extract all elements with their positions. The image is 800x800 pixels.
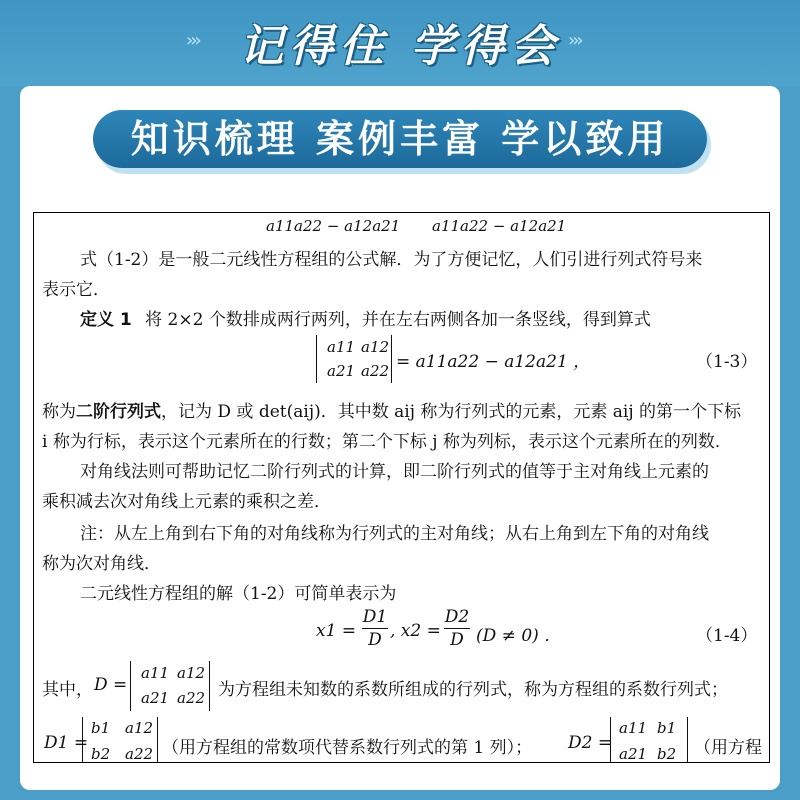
para2-line1 xyxy=(42,397,741,422)
para6-D1-label: D1 = xyxy=(44,733,89,753)
matrix-cell: b2 xyxy=(91,745,111,763)
eq-1-4-label: （1-4） xyxy=(696,626,758,646)
para2-text-b: ，记为 D 或 det(aij)．其中数 aij 称为行列式的元素，元素 aij 的第一个下标 xyxy=(161,402,742,422)
para6-D2-label: D2 = xyxy=(568,733,613,753)
para4-line: 二元线性方程组的解（1-2）可简单表示为 xyxy=(80,584,397,604)
matrix-cell: a21 xyxy=(619,745,648,763)
term-second-order-determinant: 二阶行列式 xyxy=(76,402,161,422)
matrix-cell: a12 xyxy=(125,719,154,737)
eq-1-4-tail: (D ≠ 0) ． xyxy=(476,626,562,646)
top-partial-denominator-right: a11a22 − a12a21 xyxy=(432,217,567,235)
matrix-cell: a22 xyxy=(177,689,206,707)
fraction-x2 xyxy=(444,607,470,650)
document-excerpt xyxy=(33,212,770,763)
fraction-x1 xyxy=(362,607,388,650)
matrix-cell: a12 xyxy=(177,664,206,682)
para5-text: 为方程组未知数的系数所组成的行列式，称为方程组的系数行列式； xyxy=(218,680,728,700)
matrix-cell: a11 xyxy=(141,664,170,682)
matrix-cell: a12 xyxy=(361,338,390,356)
matrix-cell: a21 xyxy=(327,362,356,380)
matrix-cell: a22 xyxy=(125,745,154,763)
matrix-cell: a21 xyxy=(141,689,170,707)
matrix-cell: a11 xyxy=(327,338,356,356)
determinant-1-3 xyxy=(316,335,392,383)
note-line2: 称为次对角线． xyxy=(42,554,161,574)
matrix-cell: b2 xyxy=(657,745,677,763)
matrix-cell: b1 xyxy=(657,719,677,737)
coefficient-determinant xyxy=(130,661,210,711)
para6-end-text: （用方程 xyxy=(694,738,762,758)
fraction-bar xyxy=(362,628,388,629)
para3-line2: 乘积减去次对角线上元素的乘积之差． xyxy=(42,492,331,512)
left-arrows-icon: ››› xyxy=(186,30,199,51)
eq-1-3-label: （1-3） xyxy=(696,352,758,372)
note-line1: 注：从左上角到右下角的对角线称为行列式的主对角线；从右上角到左下角的对角线 xyxy=(80,524,709,544)
right-arrows-icon: ››› xyxy=(568,30,581,51)
fraction-numerator: D1 xyxy=(362,607,388,627)
para2-text-a: 称为 xyxy=(42,402,76,422)
para3-line1: 对角线法则可帮助记忆二阶行列式的计算，即二阶行列式的值等于主对角线上元素的 xyxy=(80,462,709,482)
page-headline: 记得住 学得会 xyxy=(239,21,561,72)
fraction-bar xyxy=(444,628,470,629)
definition-label: 定义 1 xyxy=(80,310,132,330)
para6-mid-text: （用方程组的常数项代替系数行列式的第 1 列）； xyxy=(162,738,533,758)
para2-line2: i 称为行标，表示这个元素所在的行数；第二个下标 j 称为列标，表示这个元素所在的列数． xyxy=(42,432,732,452)
definition-line xyxy=(80,305,651,330)
d1-determinant xyxy=(82,717,158,763)
fraction-denominator: D xyxy=(368,630,382,650)
definition-text: 将 2×2 个数排成两行两列，并在左右两侧各加一条竖线，得到算式 xyxy=(145,310,651,330)
banner-pill xyxy=(93,110,707,168)
matrix-cell: b1 xyxy=(91,719,111,737)
para5-D-label: D = xyxy=(94,675,128,695)
d2-determinant xyxy=(610,717,688,763)
para1-line1: 式（1-2）是一般二元线性方程组的公式解．为了方便记忆，人们引进行列式符号来 xyxy=(80,250,703,270)
matrix-cell: a11 xyxy=(619,719,648,737)
fraction-denominator: D xyxy=(450,630,464,650)
eq-1-4-x2: , x2 = xyxy=(390,621,441,641)
eq-1-3-rhs: = a11a22 − a12a21 ， xyxy=(396,352,591,372)
banner-title: 知识梳理 案例丰富 学以致用 xyxy=(130,117,670,161)
top-partial-denominator-left: a11a22 − a12a21 xyxy=(266,217,401,235)
eq-1-4-x1: x1 = xyxy=(316,621,357,641)
para5-prefix: 其中， xyxy=(42,680,93,700)
matrix-cell: a22 xyxy=(361,362,390,380)
para1-line2: 表示它． xyxy=(42,280,110,300)
fraction-numerator: D2 xyxy=(444,607,470,627)
